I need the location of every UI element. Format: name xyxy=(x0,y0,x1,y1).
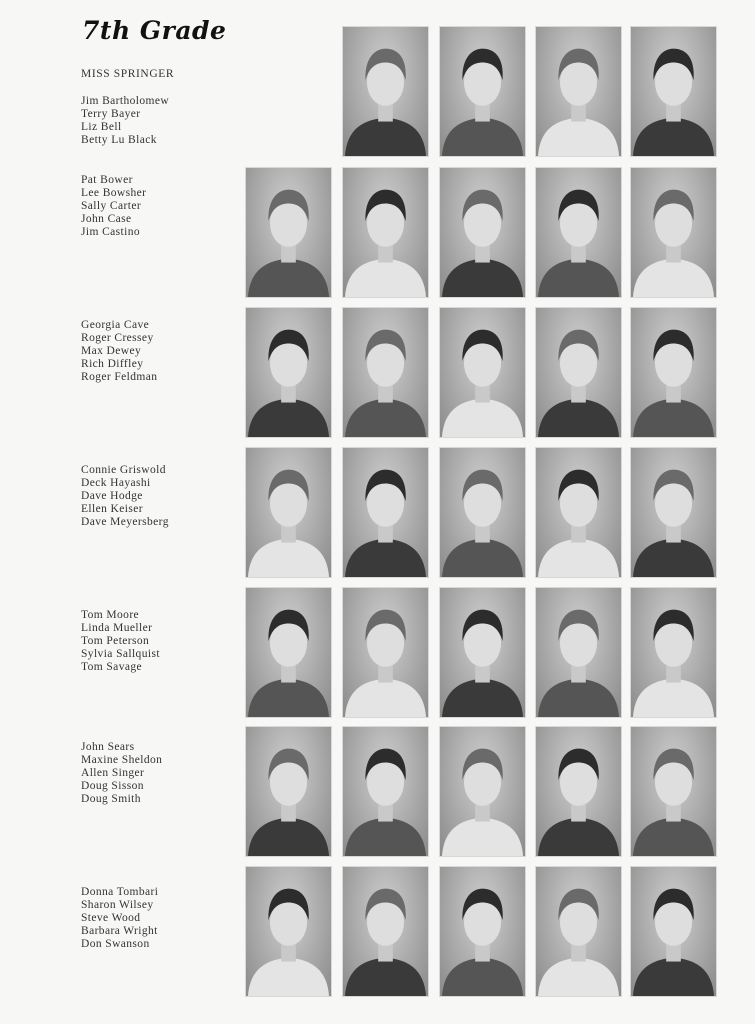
portrait-shoulders xyxy=(633,118,714,156)
portrait-shoulders xyxy=(345,818,426,856)
student-portrait xyxy=(439,587,526,718)
page-title: 7th Grade xyxy=(82,16,227,45)
portrait-shoulders xyxy=(442,118,523,156)
portrait-silhouette xyxy=(246,588,331,717)
student-portrait xyxy=(535,866,622,997)
student-name: John Sears xyxy=(81,741,135,753)
portrait-silhouette xyxy=(246,727,331,856)
student-portrait xyxy=(342,167,429,298)
student-portrait xyxy=(342,866,429,997)
student-name: Pat Bower xyxy=(81,174,133,186)
portrait-silhouette xyxy=(343,867,428,996)
portrait-shoulders xyxy=(442,958,523,996)
student-name: Linda Mueller xyxy=(81,622,153,634)
portrait-silhouette xyxy=(440,448,525,577)
portrait-silhouette xyxy=(440,168,525,297)
row-5-names xyxy=(81,609,160,674)
student-portrait xyxy=(630,167,717,298)
portrait-silhouette xyxy=(343,448,428,577)
portrait-silhouette xyxy=(440,727,525,856)
student-portrait xyxy=(535,26,622,157)
row-6-names xyxy=(81,741,162,806)
student-portrait xyxy=(342,307,429,438)
student-name: Maxine Sheldon xyxy=(81,754,163,766)
student-name: Steve Wood xyxy=(81,912,141,924)
row-7-names xyxy=(81,886,158,951)
portrait-shoulders xyxy=(248,259,329,297)
student-name: Connie Griswold xyxy=(81,464,166,476)
portrait-shoulders xyxy=(538,958,619,996)
student-name: Tom Moore xyxy=(81,609,140,621)
portrait-silhouette xyxy=(246,867,331,996)
student-name: Don Swanson xyxy=(81,938,150,950)
student-portrait xyxy=(439,866,526,997)
portrait-shoulders xyxy=(345,539,426,577)
portrait-silhouette xyxy=(631,308,716,437)
student-portrait xyxy=(439,26,526,157)
portrait-shoulders xyxy=(538,259,619,297)
student-name: Doug Sisson xyxy=(81,780,144,792)
portrait-silhouette xyxy=(631,168,716,297)
student-portrait xyxy=(439,726,526,857)
portrait-silhouette xyxy=(631,27,716,156)
student-name: Tom Savage xyxy=(81,661,143,673)
portrait-silhouette xyxy=(536,27,621,156)
portrait-silhouette xyxy=(343,27,428,156)
student-portrait xyxy=(439,167,526,298)
portrait-shoulders xyxy=(345,259,426,297)
student-portrait xyxy=(245,447,332,578)
portrait-silhouette xyxy=(343,308,428,437)
student-name: Betty Lu Black xyxy=(81,134,157,146)
student-name: Sharon Wilsey xyxy=(81,899,154,911)
portrait-shoulders xyxy=(633,958,714,996)
student-name: Sally Carter xyxy=(81,200,142,212)
portrait-silhouette xyxy=(343,168,428,297)
student-portrait xyxy=(535,447,622,578)
student-portrait xyxy=(245,866,332,997)
student-portrait xyxy=(630,307,717,438)
portrait-silhouette xyxy=(440,308,525,437)
student-name: Lee Bowsher xyxy=(81,187,147,199)
portrait-silhouette xyxy=(440,867,525,996)
student-portrait xyxy=(245,726,332,857)
portrait-silhouette xyxy=(631,727,716,856)
portrait-shoulders xyxy=(633,679,714,717)
student-name: Terry Bayer xyxy=(81,108,141,120)
student-name: Roger Feldman xyxy=(81,371,158,383)
portrait-shoulders xyxy=(538,118,619,156)
student-name: Deck Hayashi xyxy=(81,477,151,489)
student-name: Donna Tombari xyxy=(81,886,159,898)
portrait-shoulders xyxy=(345,679,426,717)
portrait-shoulders xyxy=(633,399,714,437)
student-name: Rich Diffley xyxy=(81,358,144,370)
student-portrait xyxy=(245,167,332,298)
portrait-shoulders xyxy=(248,818,329,856)
student-name: Liz Bell xyxy=(81,121,122,133)
portrait-shoulders xyxy=(633,818,714,856)
student-name: Max Dewey xyxy=(81,345,142,357)
portrait-shoulders xyxy=(442,539,523,577)
portrait-shoulders xyxy=(538,679,619,717)
portrait-silhouette xyxy=(440,588,525,717)
student-portrait xyxy=(630,587,717,718)
portrait-shoulders xyxy=(538,539,619,577)
student-name: Allen Singer xyxy=(81,767,145,779)
student-portrait xyxy=(342,26,429,157)
portrait-shoulders xyxy=(538,399,619,437)
student-portrait xyxy=(630,866,717,997)
portrait-silhouette xyxy=(343,727,428,856)
student-name: Jim Castino xyxy=(81,226,141,238)
portrait-silhouette xyxy=(536,448,621,577)
row-2-names xyxy=(81,174,146,239)
portrait-silhouette xyxy=(440,27,525,156)
portrait-shoulders xyxy=(248,399,329,437)
student-portrait xyxy=(630,726,717,857)
portrait-shoulders xyxy=(442,679,523,717)
portrait-shoulders xyxy=(248,679,329,717)
student-portrait xyxy=(342,447,429,578)
portrait-shoulders xyxy=(345,118,426,156)
portrait-silhouette xyxy=(246,448,331,577)
portrait-shoulders xyxy=(442,259,523,297)
student-portrait xyxy=(630,447,717,578)
portrait-silhouette xyxy=(536,308,621,437)
portrait-shoulders xyxy=(633,539,714,577)
student-portrait xyxy=(630,26,717,157)
portrait-shoulders xyxy=(248,539,329,577)
teacher-name: MISS SPRINGER xyxy=(81,68,175,80)
student-name: John Case xyxy=(81,213,132,225)
student-portrait xyxy=(245,307,332,438)
row-1-names xyxy=(81,95,169,147)
portrait-shoulders xyxy=(442,818,523,856)
portrait-silhouette xyxy=(631,867,716,996)
student-name: Barbara Wright xyxy=(81,925,158,937)
portrait-silhouette xyxy=(536,168,621,297)
student-portrait xyxy=(342,726,429,857)
student-name: Dave Meyersberg xyxy=(81,516,169,528)
portrait-shoulders xyxy=(442,399,523,437)
student-portrait xyxy=(535,726,622,857)
portrait-shoulders xyxy=(538,818,619,856)
portrait-shoulders xyxy=(248,958,329,996)
portrait-shoulders xyxy=(345,399,426,437)
student-name: Doug Smith xyxy=(81,793,141,805)
portrait-silhouette xyxy=(631,448,716,577)
student-name: Georgia Cave xyxy=(81,319,150,331)
student-portrait xyxy=(245,587,332,718)
portrait-silhouette xyxy=(536,727,621,856)
row-3-names xyxy=(81,319,157,384)
student-name: Tom Peterson xyxy=(81,635,150,647)
student-portrait xyxy=(342,587,429,718)
student-name: Dave Hodge xyxy=(81,490,143,502)
portrait-shoulders xyxy=(345,958,426,996)
student-portrait xyxy=(439,307,526,438)
student-name: Sylvia Sallquist xyxy=(81,648,160,660)
student-name: Roger Cressey xyxy=(81,332,154,344)
portrait-shoulders xyxy=(633,259,714,297)
portrait-silhouette xyxy=(536,588,621,717)
student-portrait xyxy=(535,587,622,718)
portrait-silhouette xyxy=(536,867,621,996)
student-portrait xyxy=(439,447,526,578)
student-name: Ellen Keiser xyxy=(81,503,143,515)
portrait-silhouette xyxy=(343,588,428,717)
student-portrait xyxy=(535,167,622,298)
student-portrait xyxy=(535,307,622,438)
row-4-names xyxy=(81,464,169,529)
portrait-silhouette xyxy=(631,588,716,717)
portrait-silhouette xyxy=(246,168,331,297)
student-name: Jim Bartholomew xyxy=(81,95,170,107)
portrait-silhouette xyxy=(246,308,331,437)
